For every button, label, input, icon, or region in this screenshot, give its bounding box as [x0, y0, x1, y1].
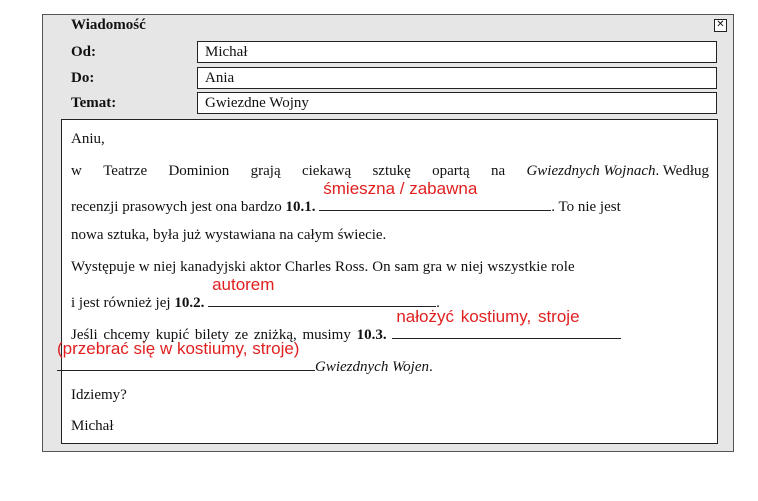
word: Teatrze: [103, 163, 148, 179]
body-line: [71, 179, 709, 215]
greeting: Aniu,: [71, 131, 105, 147]
message-window: [42, 14, 734, 452]
question-number: 10.3.: [356, 327, 387, 343]
answer-text: autorem: [212, 275, 275, 294]
question-number: 10.2.: [174, 295, 205, 311]
from-field[interactable]: Michał: [197, 41, 717, 63]
word: Dominion: [168, 163, 230, 179]
message-body[interactable]: [57, 119, 718, 444]
to-label: Do:: [71, 70, 95, 86]
answer-text: śmieszna / zabawna: [323, 179, 478, 198]
word: ciekawą: [301, 163, 352, 179]
question-number: 10.1.: [285, 199, 316, 215]
subject-field[interactable]: Gwiezdne Wojny: [197, 92, 717, 114]
italic-title: Gwiezdnych Wojen: [315, 359, 430, 375]
answer-text: (przebrać się w kostiumy, stroje): [57, 339, 300, 358]
answer-blank[interactable]: [57, 339, 315, 371]
word: grają: [250, 163, 281, 179]
text: i jest również jej: [71, 295, 171, 311]
body-line: [71, 275, 709, 311]
to-field[interactable]: Ania: [197, 67, 717, 89]
body-line: Występuje w niej kanadyjski aktor Charles Ross. On sam gra w niej wszystkie role: [71, 259, 575, 275]
text: .: [429, 359, 433, 375]
answer-text: nałożyć kostiumy, stroje: [396, 307, 580, 326]
window-title: Wiadomość: [71, 17, 146, 33]
answer-blank[interactable]: [319, 179, 551, 211]
word: sztukę: [372, 163, 411, 179]
from-label: Od:: [71, 44, 97, 60]
signature: Michał: [71, 418, 114, 434]
body-line: nowa sztuka, była już wystawiana na całym świecie.: [71, 227, 387, 243]
text: recenzji prasowych jest ona bardzo: [71, 199, 282, 215]
word: na: [490, 163, 506, 179]
answer-blank[interactable]: [392, 307, 621, 339]
body-line: Idziemy?: [71, 387, 127, 403]
word: . Według: [655, 163, 709, 179]
word: opartą: [432, 163, 470, 179]
text: . To nie jest: [551, 199, 621, 215]
italic-title: Gwiezdnych Wojnach: [526, 163, 656, 179]
subject-label: Temat:: [71, 95, 117, 111]
close-icon[interactable]: ✕: [714, 19, 727, 32]
word: w: [71, 163, 82, 179]
text: Jeśli chcemy kupić bilety ze zniżką, musimy: [71, 327, 351, 343]
text: .: [436, 295, 440, 311]
answer-blank[interactable]: [208, 275, 436, 307]
body-line: [57, 339, 709, 375]
